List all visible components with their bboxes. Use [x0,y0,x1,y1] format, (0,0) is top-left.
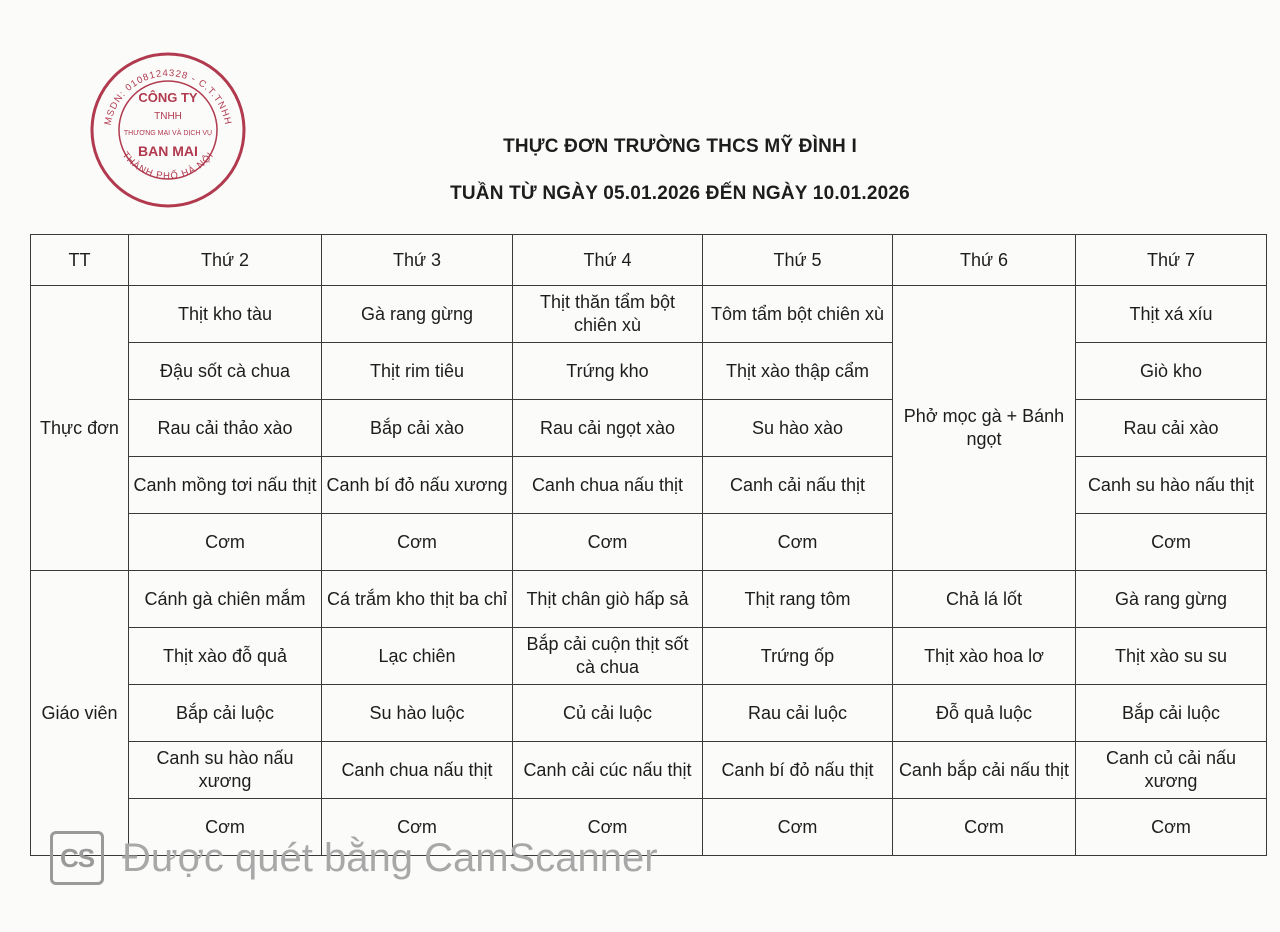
menu-cell: Củ cải luộc [513,685,703,742]
menu-cell: Đậu sốt cà chua [129,343,322,400]
menu-cell: Thịt rim tiêu [322,343,513,400]
menu-cell: Su hào luộc [322,685,513,742]
menu-cell: Cá trắm kho thịt ba chỉ [322,571,513,628]
menu-cell: Canh bí đỏ nấu xương [322,457,513,514]
header-tt: TT [31,235,129,286]
menu-cell: Canh bí đỏ nấu thịt [703,742,893,799]
menu-cell: Canh củ cải nấu xương [1076,742,1267,799]
watermark-text: Được quét bằng CamScanner [122,835,658,880]
menu-cell: Thịt xào đỗ quả [129,628,322,685]
menu-cell: Cơm [129,514,322,571]
table-row [31,286,1267,343]
menu-cell: Bắp cải xào [322,400,513,457]
menu-cell: Cơm [129,799,322,856]
menu-cell-thu-6-merged: Phở mọc gà + Bánh ngọt [893,286,1076,571]
menu-cell: Bắp cải cuộn thịt sốt cà chua [513,628,703,685]
menu-cell: Cơm [322,514,513,571]
menu-cell: Gà rang gừng [1076,571,1267,628]
header-row [31,235,1267,286]
menu-cell: Trứng ốp [703,628,893,685]
menu-cell: Cánh gà chiên mắm [129,571,322,628]
menu-cell: Cơm [703,799,893,856]
menu-cell: Cơm [513,514,703,571]
table-row [31,685,1267,742]
menu-cell: Cơm [1076,514,1267,571]
menu-table [30,234,1267,856]
menu-cell: Thịt chân giò hấp sả [513,571,703,628]
menu-cell: Thịt kho tàu [129,286,322,343]
menu-cell: Canh mồng tơi nấu thịt [129,457,322,514]
menu-cell: Cơm [893,799,1076,856]
table-row [31,343,1267,400]
menu-cell: Bắp cải luộc [1076,685,1267,742]
svg-text:CÔNG TY: CÔNG TY [138,90,198,105]
header-thu-5: Thứ 5 [703,235,893,286]
menu-cell: Thịt xào hoa lơ [893,628,1076,685]
svg-text:THƯƠNG MẠI VÀ DỊCH VỤ: THƯƠNG MẠI VÀ DỊCH VỤ [123,130,213,137]
menu-cell: Thịt xào thập cẩm [703,343,893,400]
svg-text:TNHH: TNHH [154,111,182,122]
header-thu-2: Thứ 2 [129,235,322,286]
menu-cell: Đỗ quả luộc [893,685,1076,742]
table-row [31,514,1267,571]
menu-cell: Canh su hào nấu thịt [1076,457,1267,514]
table-row [31,628,1267,685]
table-row [31,571,1267,628]
menu-cell: Canh cải cúc nấu thịt [513,742,703,799]
menu-cell: Cơm [322,799,513,856]
menu-cell: Cơm [703,514,893,571]
menu-cell: Canh cải nấu thịt [703,457,893,514]
menu-cell: Cơm [513,799,703,856]
menu-cell: Thịt xá xíu [1076,286,1267,343]
menu-cell: Gà rang gừng [322,286,513,343]
menu-cell: Rau cải xào [1076,400,1267,457]
menu-cell: Thịt xào su su [1076,628,1267,685]
header-thu-6: Thứ 6 [893,235,1076,286]
menu-cell: Chả lá lốt [893,571,1076,628]
company-seal-graphic [88,50,248,210]
header-thu-3: Thứ 3 [322,235,513,286]
menu-cell: Lạc chiên [322,628,513,685]
section-label-thuc-don: Thực đơn [31,286,129,571]
svg-text:MSDN: 0108124328 - C.T.TNHH: MSDN: 0108124328 - C.T.TNHH [102,67,234,127]
menu-cell: Trứng kho [513,343,703,400]
camscanner-logo-icon: CS [50,831,104,885]
menu-cell: Bắp cải luộc [129,685,322,742]
menu-cell: Su hào xào [703,400,893,457]
menu-cell: Canh chua nấu thịt [513,457,703,514]
header-thu-7: Thứ 7 [1076,235,1267,286]
menu-cell: Canh bắp cải nấu thịt [893,742,1076,799]
menu-cell: Thịt thăn tẩm bột chiên xù [513,286,703,343]
table-row [31,400,1267,457]
svg-text:THÀNH PHỐ HÀ NỘI: THÀNH PHỐ HÀ NỘI [119,149,217,182]
menu-cell: Canh chua nấu thịt [322,742,513,799]
table-row [31,457,1267,514]
menu-cell: Rau cải luộc [703,685,893,742]
menu-cell: Rau cải thảo xào [129,400,322,457]
camscanner-watermark [50,830,658,886]
section-label-giao-vien: Giáo viên [31,571,129,856]
table-row [31,742,1267,799]
menu-cell: Cơm [1076,799,1267,856]
company-seal [88,50,248,210]
svg-text:BAN MAI: BAN MAI [138,143,198,159]
menu-cell: Rau cải ngọt xào [513,400,703,457]
document-subtitle: TUẦN TỪ NGÀY 05.01.2026 ĐẾN NGÀY 10.01.2026 [450,183,910,204]
menu-cell: Giò kho [1076,343,1267,400]
menu-cell: Tôm tẩm bột chiên xù [703,286,893,343]
header-thu-4: Thứ 4 [513,235,703,286]
menu-cell: Canh su hào nấu xương [129,742,322,799]
document-title: THỰC ĐƠN TRƯỜNG THCS MỸ ĐÌNH I [503,136,857,157]
menu-cell: Thịt rang tôm [703,571,893,628]
